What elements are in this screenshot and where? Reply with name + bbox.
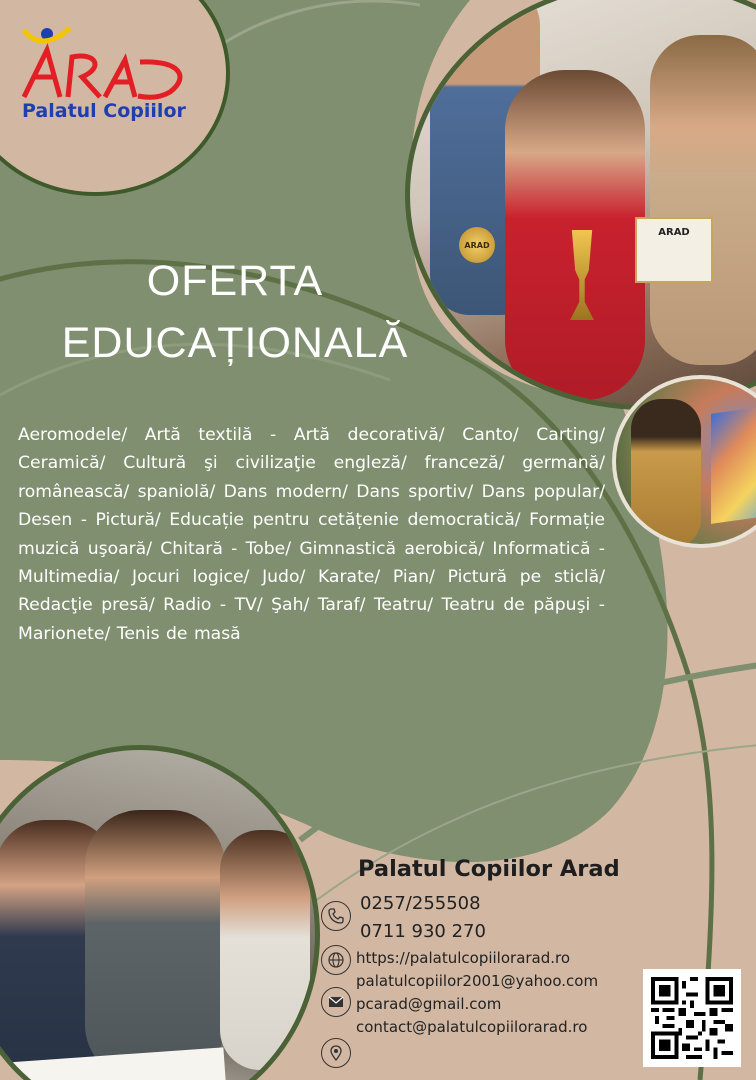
logo-letter-a2 [105,60,135,97]
student-boy [85,810,225,1080]
qr-code-icon[interactable] [643,969,741,1067]
student-right [650,35,756,365]
email-link-2[interactable]: pcarad@gmail.com [356,995,502,1013]
mail-icon [321,987,351,1017]
organization-name: Palatul Copiilor Arad [358,856,620,882]
phone-icon [321,901,351,931]
logo-text: Palatul Copiilor [22,100,186,122]
painter [631,399,701,548]
title-line-1: OFERTA [146,257,324,305]
canvas [711,404,756,524]
logo-letter-r [68,56,100,97]
logo-letter-d [138,62,180,97]
certificate: ARAD [635,217,713,283]
courses-list: Aeromodele/ Artă textilă - Artă decorativă/ Canto/ Carting/ Ceramică/ Cultură şi civilizaţie engleză/ franceză/ germană/ românească/ spaniolă/ Dans modern/ Dans sportiv/ Dans popular/ Desen - Pictură/ Educație pentru cetățenie democratică/ Formație muzică uşoară/ Chitară - Tobe/ Gimnastică aerobică/ Informatică - Multimedia/ Jocuri logice/ Judo/ Karate/ Pian/ Pictură pe sticlă/ Redacţie presă/ Radio - TV/ Şah/ Taraf/ Teatru/ Teatru de păpuşi - Marionete/ Tenis de masă [18,425,605,644]
website-link[interactable]: https://palatulcopiilorarad.ro [356,949,571,967]
phone-number-1[interactable]: 0257/255508 [360,893,481,914]
gold-medal: ARAD [459,227,495,263]
email-link-1[interactable]: palatulcopiilor2001@yahoo.com [356,972,599,990]
page-title [20,250,450,374]
globe-icon [321,945,351,975]
title-line-2: EDUCAȚIONALĂ [61,319,409,367]
student-back [220,830,310,1070]
email-link-3[interactable]: contact@palatulcopiilorarad.ro [356,1018,588,1036]
location-icon [321,1038,351,1068]
logo-letter-a1 [24,50,60,97]
phone-number-2[interactable]: 0711 930 270 [360,921,486,942]
